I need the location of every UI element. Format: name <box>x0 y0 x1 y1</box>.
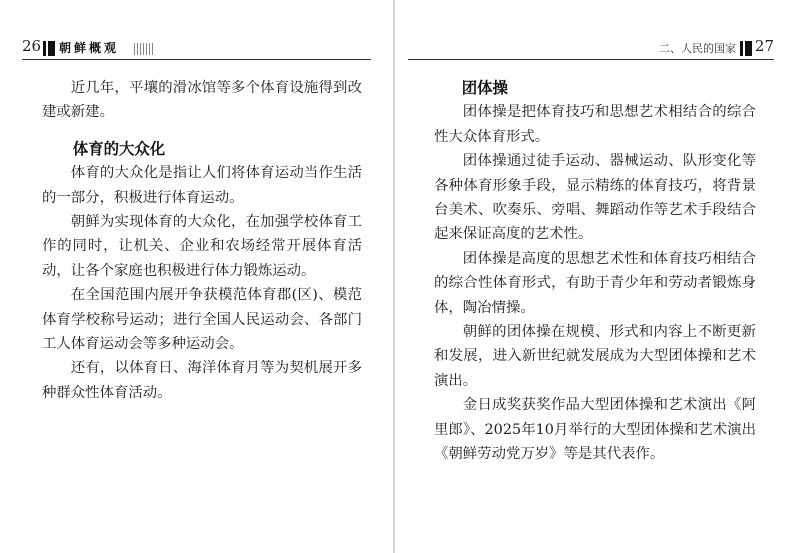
paragraph: 还有，以体育日、海洋体育月等为契机展开多种群众性体育活动。 <box>42 360 362 401</box>
left-page-body <box>42 76 362 405</box>
right-page-body <box>434 76 756 467</box>
bracket-ornament-icon <box>740 41 752 56</box>
paragraph: 团体操是高度的思想艺术性和体育技巧相结合的综合性体育形式，有助于青少年和劳动者锻炼身体，陶冶情操。 <box>434 250 756 316</box>
bracket-ornament-icon <box>43 41 55 56</box>
page-number: 27 <box>754 37 774 55</box>
right-page-header <box>408 38 774 60</box>
right-page <box>396 0 787 553</box>
paragraph: 在全国范围内展开争获模范体育郡(区)、模范体育学校称号运动；进行全国人民运动会、各部门工人体育运动会等多种运动会。 <box>42 287 362 353</box>
section-heading: 团体操 <box>461 79 508 97</box>
paragraph: 金日成奖获奖作品大型团体操和艺术演出《阿里郎》、2025年10月举行的大型团体操和艺术演出《朝鲜劳动党万岁》等是其代表作。 <box>434 397 756 463</box>
paragraph: 朝鲜为实现体育的大众化，在加强学校体育工作的同时，让机关、企业和农场经常开展体育活动，让各个家庭也积极进行体力锻炼运动。 <box>42 214 362 279</box>
page-number: 26 <box>22 37 42 55</box>
left-page <box>0 0 393 553</box>
running-title: 朝鲜概观 <box>59 41 120 55</box>
header-rule <box>22 59 371 60</box>
section-heading: 体育的大众化 <box>72 139 166 158</box>
paragraph: 朝鲜的团体操在规模、形式和内容上不断更新和发展，进入新世纪就发展成为大型团体操和艺术演出。 <box>434 324 756 389</box>
paragraph: 团体操是把体育技巧和思想艺术相结合的综合性大众体育形式。 <box>434 104 756 145</box>
left-page-header <box>22 38 371 60</box>
book-spine <box>393 0 395 553</box>
paragraph: 团体操通过徒手运动、器械运动、队形变化等各种体育形象手段，显示精练的体育技巧，将背景台美术、吹奏乐、旁唱、舞蹈动作等艺术手段结合起来保证高度的艺术性。 <box>434 153 756 243</box>
paragraph: 体育的大众化是指让人们将体育运动当作生活的一部分，积极进行体育运动。 <box>42 165 362 206</box>
paragraph: 近几年，平壤的滑冰馆等多个体育设施得到改建或新建。 <box>42 80 362 121</box>
running-title: 二、人民的国家 <box>659 42 736 55</box>
header-rule <box>408 59 774 60</box>
hatch-ornament-icon <box>134 43 154 55</box>
